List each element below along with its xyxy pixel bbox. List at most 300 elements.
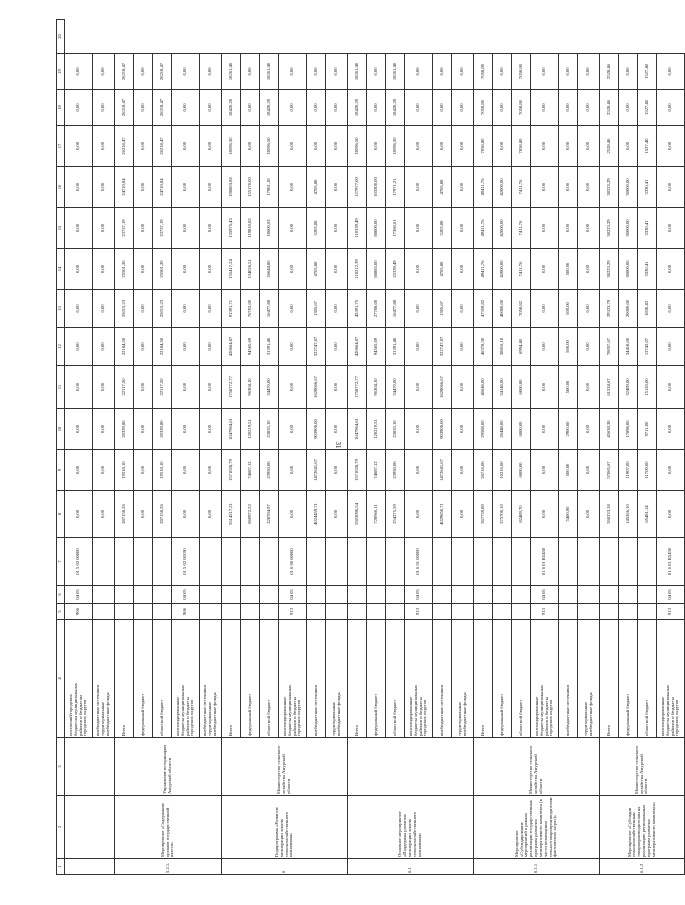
section-code-cell [386, 586, 405, 604]
header-cell: 11 [57, 366, 65, 409]
amount-cell: 5203,88 [433, 208, 452, 249]
funding-source-line: внебюджетные фонды [211, 692, 217, 736]
amount-cell: 0,00 [452, 409, 474, 450]
amount-cell: 260233,18 [600, 491, 619, 538]
funding-source-line: областной бюджет [158, 699, 164, 736]
section-code-cell [474, 586, 493, 604]
amount-cell: 22117,50 [153, 366, 172, 409]
program-name-cell [65, 796, 115, 859]
amount-cell: 0,00 [134, 290, 153, 328]
funding-source-line: федеральный бюджет [498, 693, 504, 736]
grbs-code-cell [433, 604, 452, 620]
grbs-code-cell: 913 [405, 604, 433, 620]
amount-cell: 18420,20 [222, 90, 241, 126]
amount-cell: 903900,00 [433, 409, 452, 450]
amount-cell: 0,00 [326, 450, 348, 491]
amount-cell: 118212,39 [348, 249, 367, 290]
amount-cell: 0,00 [657, 54, 685, 90]
amount-cell: 0,00 [326, 54, 348, 90]
amount-cell: 0,00 [241, 54, 260, 90]
amount-cell: 16477,88 [386, 290, 405, 328]
funding-source-line: районов и бюджеты [669, 697, 675, 736]
amount-cell: 0,00 [200, 167, 222, 208]
amount-cell: 2528,46 [600, 126, 619, 167]
amount-cell: 31391,40 [386, 328, 405, 366]
target-article-cell: 01 5 02 00190 [172, 538, 200, 586]
amount-cell: 23737,19 [115, 208, 134, 249]
amount-cell: 420664,87 [222, 328, 241, 366]
target-article-cell [326, 538, 348, 586]
amount-cell: 0,00 [65, 366, 93, 409]
amount-cell: 0,00 [65, 167, 93, 208]
amount-cell: 0,00 [657, 491, 685, 538]
program-name-cell: Мероприятие «Субсидии сельскохозяйственным товаропроизводителям на реализацию региональных программ развития мелиоративного комплекса» [600, 796, 685, 859]
amount-cell: 322747,87 [433, 328, 452, 366]
amount-cell: 22117,50 [115, 366, 134, 409]
amount-cell: 0,00 [531, 450, 559, 491]
amount-cell: 0,00 [367, 54, 386, 90]
amount-cell: 322747,87 [307, 328, 326, 366]
amount-cell: 94565,69 [241, 328, 260, 366]
amount-cell: 29323,79 [600, 290, 619, 328]
amount-cell: 0,00 [405, 167, 433, 208]
amount-cell: 0,00 [452, 167, 474, 208]
amount-cell: 0,00 [578, 290, 600, 328]
amount-cell: 500,00 [559, 328, 578, 366]
amount-cell: 65481,14 [638, 491, 657, 538]
row-number-cell: 5.2.1. [115, 859, 222, 875]
amount-cell: 0,00 [200, 450, 222, 491]
target-article-cell [600, 538, 619, 586]
funding-source-line: городских округов [189, 699, 195, 736]
amount-cell: 32489,00 [619, 366, 638, 409]
amount-cell: 0,00 [559, 208, 578, 249]
amount-cell: 19518,10 [115, 450, 134, 491]
funding-source-line: городских округов [296, 699, 302, 736]
amount-cell: 0,00 [367, 126, 386, 167]
executor-cell [65, 738, 115, 796]
amount-cell: 0,00 [559, 54, 578, 90]
amount-cell: 26218,47 [115, 90, 134, 126]
amount-cell: 0,00 [326, 126, 348, 167]
amount-cell: 0,00 [93, 328, 115, 366]
amount-cell: 0,00 [279, 249, 307, 290]
section-code-cell [367, 586, 386, 604]
amount-cell: 0,00 [531, 54, 559, 90]
amount-cell: 0,00 [134, 450, 153, 491]
amount-cell: 78057,67 [600, 328, 619, 366]
amount-cell: 18261,40 [222, 54, 241, 90]
amount-cell: 0,00 [134, 54, 153, 90]
section-code-cell [115, 586, 134, 604]
amount-cell: 0,00 [452, 90, 474, 126]
amount-cell: 25339,49 [386, 249, 405, 290]
amount-cell: 134026,51 [241, 249, 260, 290]
amount-cell: 500,00 [559, 450, 578, 491]
amount-cell: 38223,29 [600, 249, 619, 290]
grbs-code-cell [619, 604, 638, 620]
target-article-cell [638, 538, 657, 586]
amount-cell: 26218,47 [153, 90, 172, 126]
funding-source-cell [260, 620, 279, 738]
amount-cell: 47359,82 [474, 290, 493, 328]
amount-cell: 0,00 [93, 409, 115, 450]
amount-cell: 0,00 [433, 54, 452, 90]
amount-cell: 26218,47 [115, 54, 134, 90]
amount-cell: 0,00 [326, 167, 348, 208]
amount-cell: 7411,76 [512, 249, 531, 290]
amount-cell: 0,00 [172, 54, 200, 90]
amount-cell: 13742,07 [638, 328, 657, 366]
grbs-code-cell: 906 [65, 604, 93, 620]
amount-cell: 25015,23 [153, 290, 172, 328]
grbs-code-cell [241, 604, 260, 620]
section-code-cell [307, 586, 326, 604]
amount-cell: 6000,00 [512, 366, 531, 409]
section-code-cell [493, 586, 512, 604]
amount-cell: 18420,20 [260, 90, 279, 126]
amount-cell: 0,00 [279, 290, 307, 328]
amount-cell: 0,00 [531, 167, 559, 208]
funding-source-cell [638, 620, 657, 738]
amount-cell: 0,00 [531, 409, 559, 450]
target-article-cell: 01 6 00 00000 [279, 538, 307, 586]
amount-cell: 0,00 [279, 90, 307, 126]
amount-cell: 0,00 [405, 450, 433, 491]
amount-cell: 0,00 [65, 54, 93, 90]
amount-cell: 0,00 [433, 126, 452, 167]
amount-cell: 0,00 [578, 249, 600, 290]
amount-cell: 0,00 [172, 208, 200, 249]
amount-cell: 5514217,21 [222, 491, 241, 538]
amount-cell: 0,00 [452, 491, 474, 538]
amount-cell: 1758772,77 [222, 366, 241, 409]
funding-source-line: внебюджетные источники [438, 685, 444, 736]
amount-cell: 119810,82 [241, 208, 260, 249]
funding-source-line: Всего [227, 724, 233, 736]
amount-cell: 0,00 [657, 366, 685, 409]
amount-cell: 0,00 [619, 90, 638, 126]
amount-cell: 17360,61 [386, 208, 405, 249]
amount-cell: 0,00 [93, 491, 115, 538]
amount-cell: 0,00 [65, 290, 93, 328]
amount-cell: 110339,49 [348, 208, 367, 249]
amount-cell: 0,00 [134, 366, 153, 409]
amount-cell: 45391,75 [348, 290, 367, 328]
amount-cell: 0,00 [578, 491, 600, 538]
section-code-cell [559, 586, 578, 604]
target-article-cell [474, 538, 493, 586]
amount-cell: 0,00 [578, 90, 600, 126]
amount-cell: 2528,46 [600, 54, 619, 90]
grbs-code-cell [115, 604, 134, 620]
header-cell: 20 [57, 20, 65, 54]
grbs-code-cell [134, 604, 153, 620]
amount-cell: 34470,00 [260, 366, 279, 409]
amount-cell: 728966,11 [367, 491, 386, 538]
funding-source-line: областной бюджет [265, 699, 271, 736]
amount-cell: 40000,00 [493, 290, 512, 328]
header-cell: 8 [57, 491, 65, 538]
funding-source-cell [134, 620, 153, 738]
amount-cell: 0,00 [559, 126, 578, 167]
amount-cell: 18596,50 [386, 126, 405, 167]
amount-cell: 903900,00 [307, 409, 326, 450]
amount-cell: 0,00 [93, 290, 115, 328]
amount-cell: 0,00 [559, 167, 578, 208]
section-code-cell [638, 586, 657, 604]
amount-cell: 31391,40 [260, 328, 279, 366]
amount-cell: 254275,59 [386, 491, 405, 538]
funding-source-line: городских округов [548, 699, 554, 736]
amount-cell: 27708,00 [367, 290, 386, 328]
amount-cell: 49411,76 [474, 167, 493, 208]
amount-cell: 287158,26 [115, 491, 134, 538]
amount-cell: 17971,21 [386, 167, 405, 208]
funding-source-line: районов и бюджеты [543, 697, 549, 736]
section-code-cell [326, 586, 348, 604]
amount-cell: 0,00 [93, 249, 115, 290]
amount-cell: 0,00 [657, 90, 685, 126]
header-cell: 7 [57, 538, 65, 586]
amount-cell: 2900,00 [559, 409, 578, 450]
amount-cell: 7058,80 [474, 54, 493, 90]
funding-source-line: бюджеты муниципальных [538, 684, 544, 736]
section-code-cell: 04 05 [405, 586, 433, 604]
amount-cell: 0,00 [134, 208, 153, 249]
amount-cell: 1527,40 [638, 126, 657, 167]
amount-cell: 1527,40 [638, 54, 657, 90]
funding-source-line: городских округов [422, 699, 428, 736]
amount-cell: 0,00 [452, 54, 474, 90]
amount-cell: 91391,71 [222, 290, 241, 328]
amount-cell: 0,00 [65, 328, 93, 366]
table-row [474, 20, 493, 875]
amount-cell: 0,00 [279, 126, 307, 167]
grbs-code-cell [452, 604, 474, 620]
funding-source-cell [578, 620, 600, 738]
amount-cell: 4029850,71 [433, 491, 452, 538]
amount-cell: 0,00 [134, 126, 153, 167]
grbs-code-cell: 913 [531, 604, 559, 620]
funding-source-cell [531, 620, 559, 738]
funding-source-line: бюджеты муниципальных [286, 684, 292, 736]
funding-source-line: областной бюджет [643, 699, 649, 736]
amount-cell: 1472641,67 [433, 450, 452, 491]
amount-cell: 0,00 [134, 90, 153, 126]
amount-cell: 0,00 [134, 328, 153, 366]
funding-source-cell [474, 620, 493, 738]
section-code-cell: 04 05 [531, 586, 559, 604]
amount-cell: 0,00 [405, 54, 433, 90]
amount-cell: 0,00 [279, 409, 307, 450]
amount-cell: 0,00 [657, 167, 685, 208]
amount-cell: 7058,82 [512, 290, 531, 328]
amount-cell: 18420,20 [386, 90, 405, 126]
amount-cell: 42000,00 [493, 167, 512, 208]
header-cell: 3 [57, 738, 65, 796]
amount-cell: 0,00 [93, 54, 115, 90]
funding-source-line: районов и бюджеты [184, 697, 190, 736]
amount-cell: 0,00 [200, 54, 222, 90]
funding-source-line: консолидированные [174, 696, 180, 736]
amount-cell: 10216,00 [493, 450, 512, 491]
amount-cell: 30000,00 [619, 249, 638, 290]
funding-source-line: территориальные [207, 701, 213, 736]
amount-cell: 17898,00 [619, 409, 638, 450]
amount-cell: 15120,00 [638, 366, 657, 409]
header-cell: 4 [57, 620, 65, 738]
amount-cell: 0,00 [452, 328, 474, 366]
amount-cell: 0,00 [93, 366, 115, 409]
amount-cell: 5203,88 [307, 208, 326, 249]
section-code-cell [452, 586, 474, 604]
grbs-code-cell [578, 604, 600, 620]
amount-cell: 4705,88 [433, 249, 452, 290]
amount-cell: 0,00 [433, 90, 452, 126]
amount-cell: 120219,51 [241, 409, 260, 450]
amount-cell: 0,00 [279, 167, 307, 208]
amount-cell: 0,00 [578, 328, 600, 366]
funding-source-line: федеральный бюджет [139, 693, 145, 736]
amount-cell: 0,00 [172, 491, 200, 538]
amount-cell: 0,00 [531, 328, 559, 366]
page-number: 31 [334, 441, 342, 449]
grbs-code-cell [559, 604, 578, 620]
section-code-cell: 04 05 [65, 586, 93, 604]
amount-cell: 103300,00 [367, 167, 386, 208]
header-cell: 15 [57, 208, 65, 249]
funding-source-line: Всего [479, 724, 485, 736]
amount-cell: 1527,40 [638, 90, 657, 126]
target-article-cell: 01 6 01 R5430 [657, 538, 685, 586]
amount-cell: 25501,20 [153, 249, 172, 290]
header-cell: 10 [57, 409, 65, 450]
amount-cell: 0,00 [241, 126, 260, 167]
amount-cell: 49411,76 [474, 249, 493, 290]
target-article-cell [559, 538, 578, 586]
section-code-cell [241, 586, 260, 604]
section-code-cell [619, 586, 638, 604]
funding-source-line: внебюджетные фонды [461, 692, 467, 736]
target-article-cell [348, 538, 367, 586]
amount-cell: 0,00 [172, 90, 200, 126]
section-code-cell: 04 05 [172, 586, 200, 604]
amount-cell: 7058,80 [512, 126, 531, 167]
amount-cell: 0,00 [307, 126, 326, 167]
amount-cell: 0,00 [326, 208, 348, 249]
amount-cell: 0,00 [134, 409, 153, 450]
funding-source-cell [153, 620, 172, 738]
amount-cell: 34470,00 [386, 366, 405, 409]
amount-cell: 0,00 [326, 90, 348, 126]
amount-cell: 0,00 [307, 54, 326, 90]
funding-source-line: бюджеты муниципальных [664, 684, 670, 736]
amount-cell: 74687,12 [241, 450, 260, 491]
amount-cell: 0,00 [65, 126, 93, 167]
amount-cell: 17981,18 [260, 167, 279, 208]
amount-cell: 0,00 [134, 249, 153, 290]
amount-cell: 7058,80 [474, 126, 493, 167]
target-article-cell: 01 6 01 R5450 [531, 538, 559, 586]
funding-source-line: территориальные [456, 701, 462, 736]
target-article-cell [134, 538, 153, 586]
amount-cell: 0,00 [405, 126, 433, 167]
funding-source-cell [600, 620, 619, 738]
amount-cell: 0,00 [531, 126, 559, 167]
funding-source-line: территориальные [582, 701, 588, 736]
target-article-cell [367, 538, 386, 586]
amount-cell: 0,00 [279, 54, 307, 90]
executor-cell: Министерство сельского хозяйства Амурской области [600, 738, 685, 796]
target-article-cell [619, 538, 638, 586]
grbs-code-cell [493, 604, 512, 620]
amount-cell: 4024459,71 [307, 491, 326, 538]
amount-cell: 0,00 [452, 249, 474, 290]
amount-cell: 6000,00 [512, 409, 531, 450]
amount-cell: 0,00 [172, 249, 200, 290]
amount-cell: 0,00 [493, 90, 512, 126]
program-name-cell: Мероприятие «Субсидирование мероприятий в рамках реализации государственных программ развития мелиоративного комплекса (в части возмещения сельхозтоваропроизводителям фактических затрат)» [474, 796, 600, 859]
funding-source-line: внебюджетные фонды [335, 692, 341, 736]
amount-cell: 23950,00 [260, 450, 279, 491]
target-article-cell [260, 538, 279, 586]
rotated-table-container [56, 20, 680, 875]
amount-cell: 0,00 [93, 450, 115, 491]
amount-cell: 34146,00 [493, 366, 512, 409]
amount-cell: 860972,53 [241, 491, 260, 538]
amount-cell: 0,00 [578, 167, 600, 208]
amount-cell: 0,00 [279, 328, 307, 366]
funding-source-cell [512, 620, 531, 738]
amount-cell: 0,00 [578, 208, 600, 249]
grbs-code-cell [348, 604, 367, 620]
amount-cell: 0,00 [405, 366, 433, 409]
amount-cell: 3330,41 [638, 249, 657, 290]
target-article-cell [307, 538, 326, 586]
header-cell: 16 [57, 167, 65, 208]
funding-source-cell [200, 620, 222, 738]
amount-cell: 1628066,67 [433, 366, 452, 409]
amount-cell: 49411,76 [474, 208, 493, 249]
grbs-code-cell [326, 604, 348, 620]
amount-cell: 1758772,77 [348, 366, 367, 409]
amount-cell: 0,00 [578, 126, 600, 167]
amount-cell: 38816,10 [493, 328, 512, 366]
amount-cell: 42000,00 [493, 249, 512, 290]
funding-source-line: районов и бюджеты [291, 697, 297, 736]
funding-source-cell [619, 620, 638, 738]
target-article-cell [241, 538, 260, 586]
amount-cell: 0,00 [172, 126, 200, 167]
amount-cell: 0,00 [65, 90, 93, 126]
amount-cell: 7058,80 [512, 90, 531, 126]
amount-cell: 275700,10 [493, 491, 512, 538]
amount-cell: 0,00 [578, 450, 600, 491]
amount-cell: 0,00 [93, 167, 115, 208]
amount-cell: 22184,50 [153, 328, 172, 366]
funding-source-cell [115, 620, 134, 738]
funding-source-line: районов и бюджетам [77, 695, 83, 736]
amount-cell: 1305,67 [433, 290, 452, 328]
amount-cell: 0,00 [326, 290, 348, 328]
funding-source-cell [657, 620, 685, 738]
row-number-cell: 6.1 [348, 859, 474, 875]
amount-cell: 18596,50 [348, 126, 367, 167]
amount-cell: 500,00 [559, 366, 578, 409]
grbs-code-cell [307, 604, 326, 620]
amount-cell: 0,00 [657, 328, 685, 366]
